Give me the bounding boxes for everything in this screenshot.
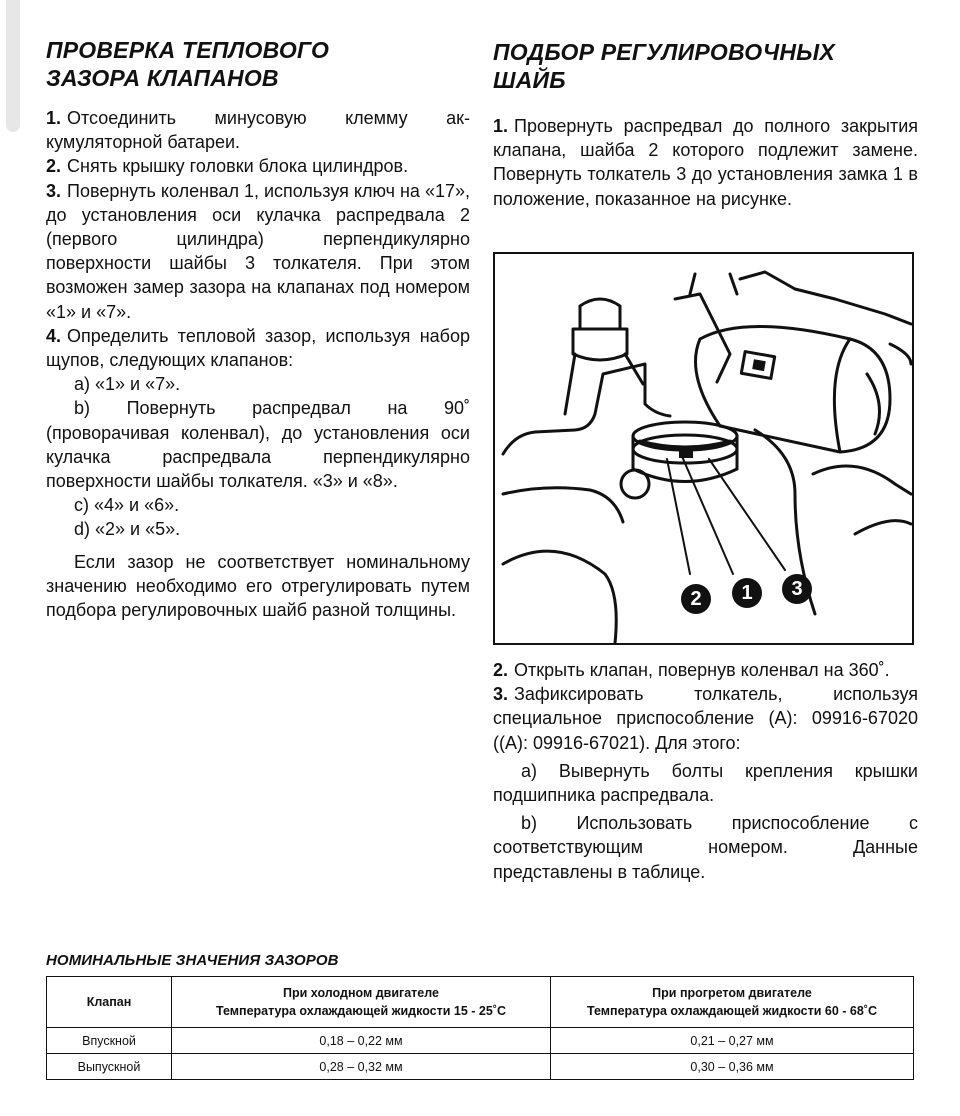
substep-a: a) Вывернуть болты крепления крышки подшипника распредвала.: [493, 760, 918, 806]
section-heading-clearance-check: ПРОВЕРКА ТЕПЛОВОГО ЗАЗОРА КЛАПАНОВ: [46, 37, 330, 91]
step-2: 2. Снять крышку головки блока цилиндров.: [46, 156, 409, 177]
header-cold: При холодном двигателе Температура охлаждающей жидкости 15 - 25˚C: [172, 977, 551, 1028]
substep-b: b) Повернуть распредвал на 90˚ (проворачивая коленвал), до установления оси кулачка распредвала перпендикулярно поверхности шайбы толкателя. «3» и «8».: [46, 398, 470, 492]
camshaft-tappet-figure: [493, 252, 914, 645]
table-row: [47, 1054, 914, 1080]
cell-cold: 0,28 – 0,32 мм: [172, 1054, 551, 1080]
substep-c: c) «4» и «6».: [74, 495, 180, 516]
substep-b: b) Использовать приспособление с соответствующим номером. Данные представлены в таблице.: [493, 813, 918, 882]
cell-cold: 0,18 – 0,22 мм: [172, 1028, 551, 1054]
label-marker-2: 2: [681, 584, 711, 614]
header-valve: Клапан: [47, 977, 172, 1028]
table-row: [47, 1028, 914, 1054]
cell-hot: 0,21 – 0,27 мм: [551, 1028, 914, 1054]
step-3: 3. Зафиксировать толкатель, используя специальное приспособление (A): 09916-67020 ((A): 09916-67021). Для этого:: [493, 684, 918, 753]
step-3: 3. Повернуть коленвал 1, используя ключ на «17», до установления оси кулачка распредвала 2 (первого цилиндра) перпендикулярно поверхности шайбы 3 толкателя. При этом возможен замер зазора на клапанах под номером «1» и «7».: [46, 180, 470, 322]
cell-valve: Впускной: [47, 1028, 172, 1054]
header-hot: При прогретом двигателе Температура охлаждающей жидкости 60 - 68˚C: [551, 977, 914, 1028]
section-heading-shim-selection: ПОДБОР РЕГУЛИРОВОЧНЫХ ШАЙБ: [493, 39, 835, 93]
step-2: 2. Открыть клапан, повернув коленвал на 360˚.: [493, 660, 890, 680]
clearance-table: [46, 976, 914, 1080]
clearance-note: Если зазор не соответствует номинальному значению необходимо его отрегулировать путем подбора регулировочных шайб разной толщины.: [46, 551, 470, 621]
step-1: 1. Провернуть распредвал до полного закрытия клапана, шайба 2 которого подлежит замене. Повернуть толкатель 3 до установления замка 1 в положение, показанное на рисунке.: [493, 116, 918, 209]
cell-valve: Выпускной: [47, 1054, 172, 1080]
right-steps-2-3: [493, 658, 918, 884]
right-step-1: [493, 114, 918, 211]
substep-d: d) «2» и «5».: [74, 519, 181, 540]
label-marker-3: 3: [782, 574, 812, 604]
table-title: НОМИНАЛЬНЫЕ ЗНАЧЕНИЯ ЗАЗОРОВ: [46, 952, 339, 969]
cell-hot: 0,30 – 0,36 мм: [551, 1054, 914, 1080]
substep-a: a) «1» и «7».: [74, 374, 181, 395]
label-marker-1: 1: [732, 578, 762, 608]
scrollbar[interactable]: [6, 0, 20, 132]
camshaft-tappet-drawing: [495, 254, 912, 643]
left-steps: [46, 106, 470, 622]
step-1: 1. Отсоединить минусовую клемму аккумуляторной батареи.: [46, 108, 470, 153]
table-header-row: [47, 977, 914, 1028]
step-4: 4. Определить тепловой зазор, используя набор щупов, следующих клапанов:: [46, 325, 470, 371]
